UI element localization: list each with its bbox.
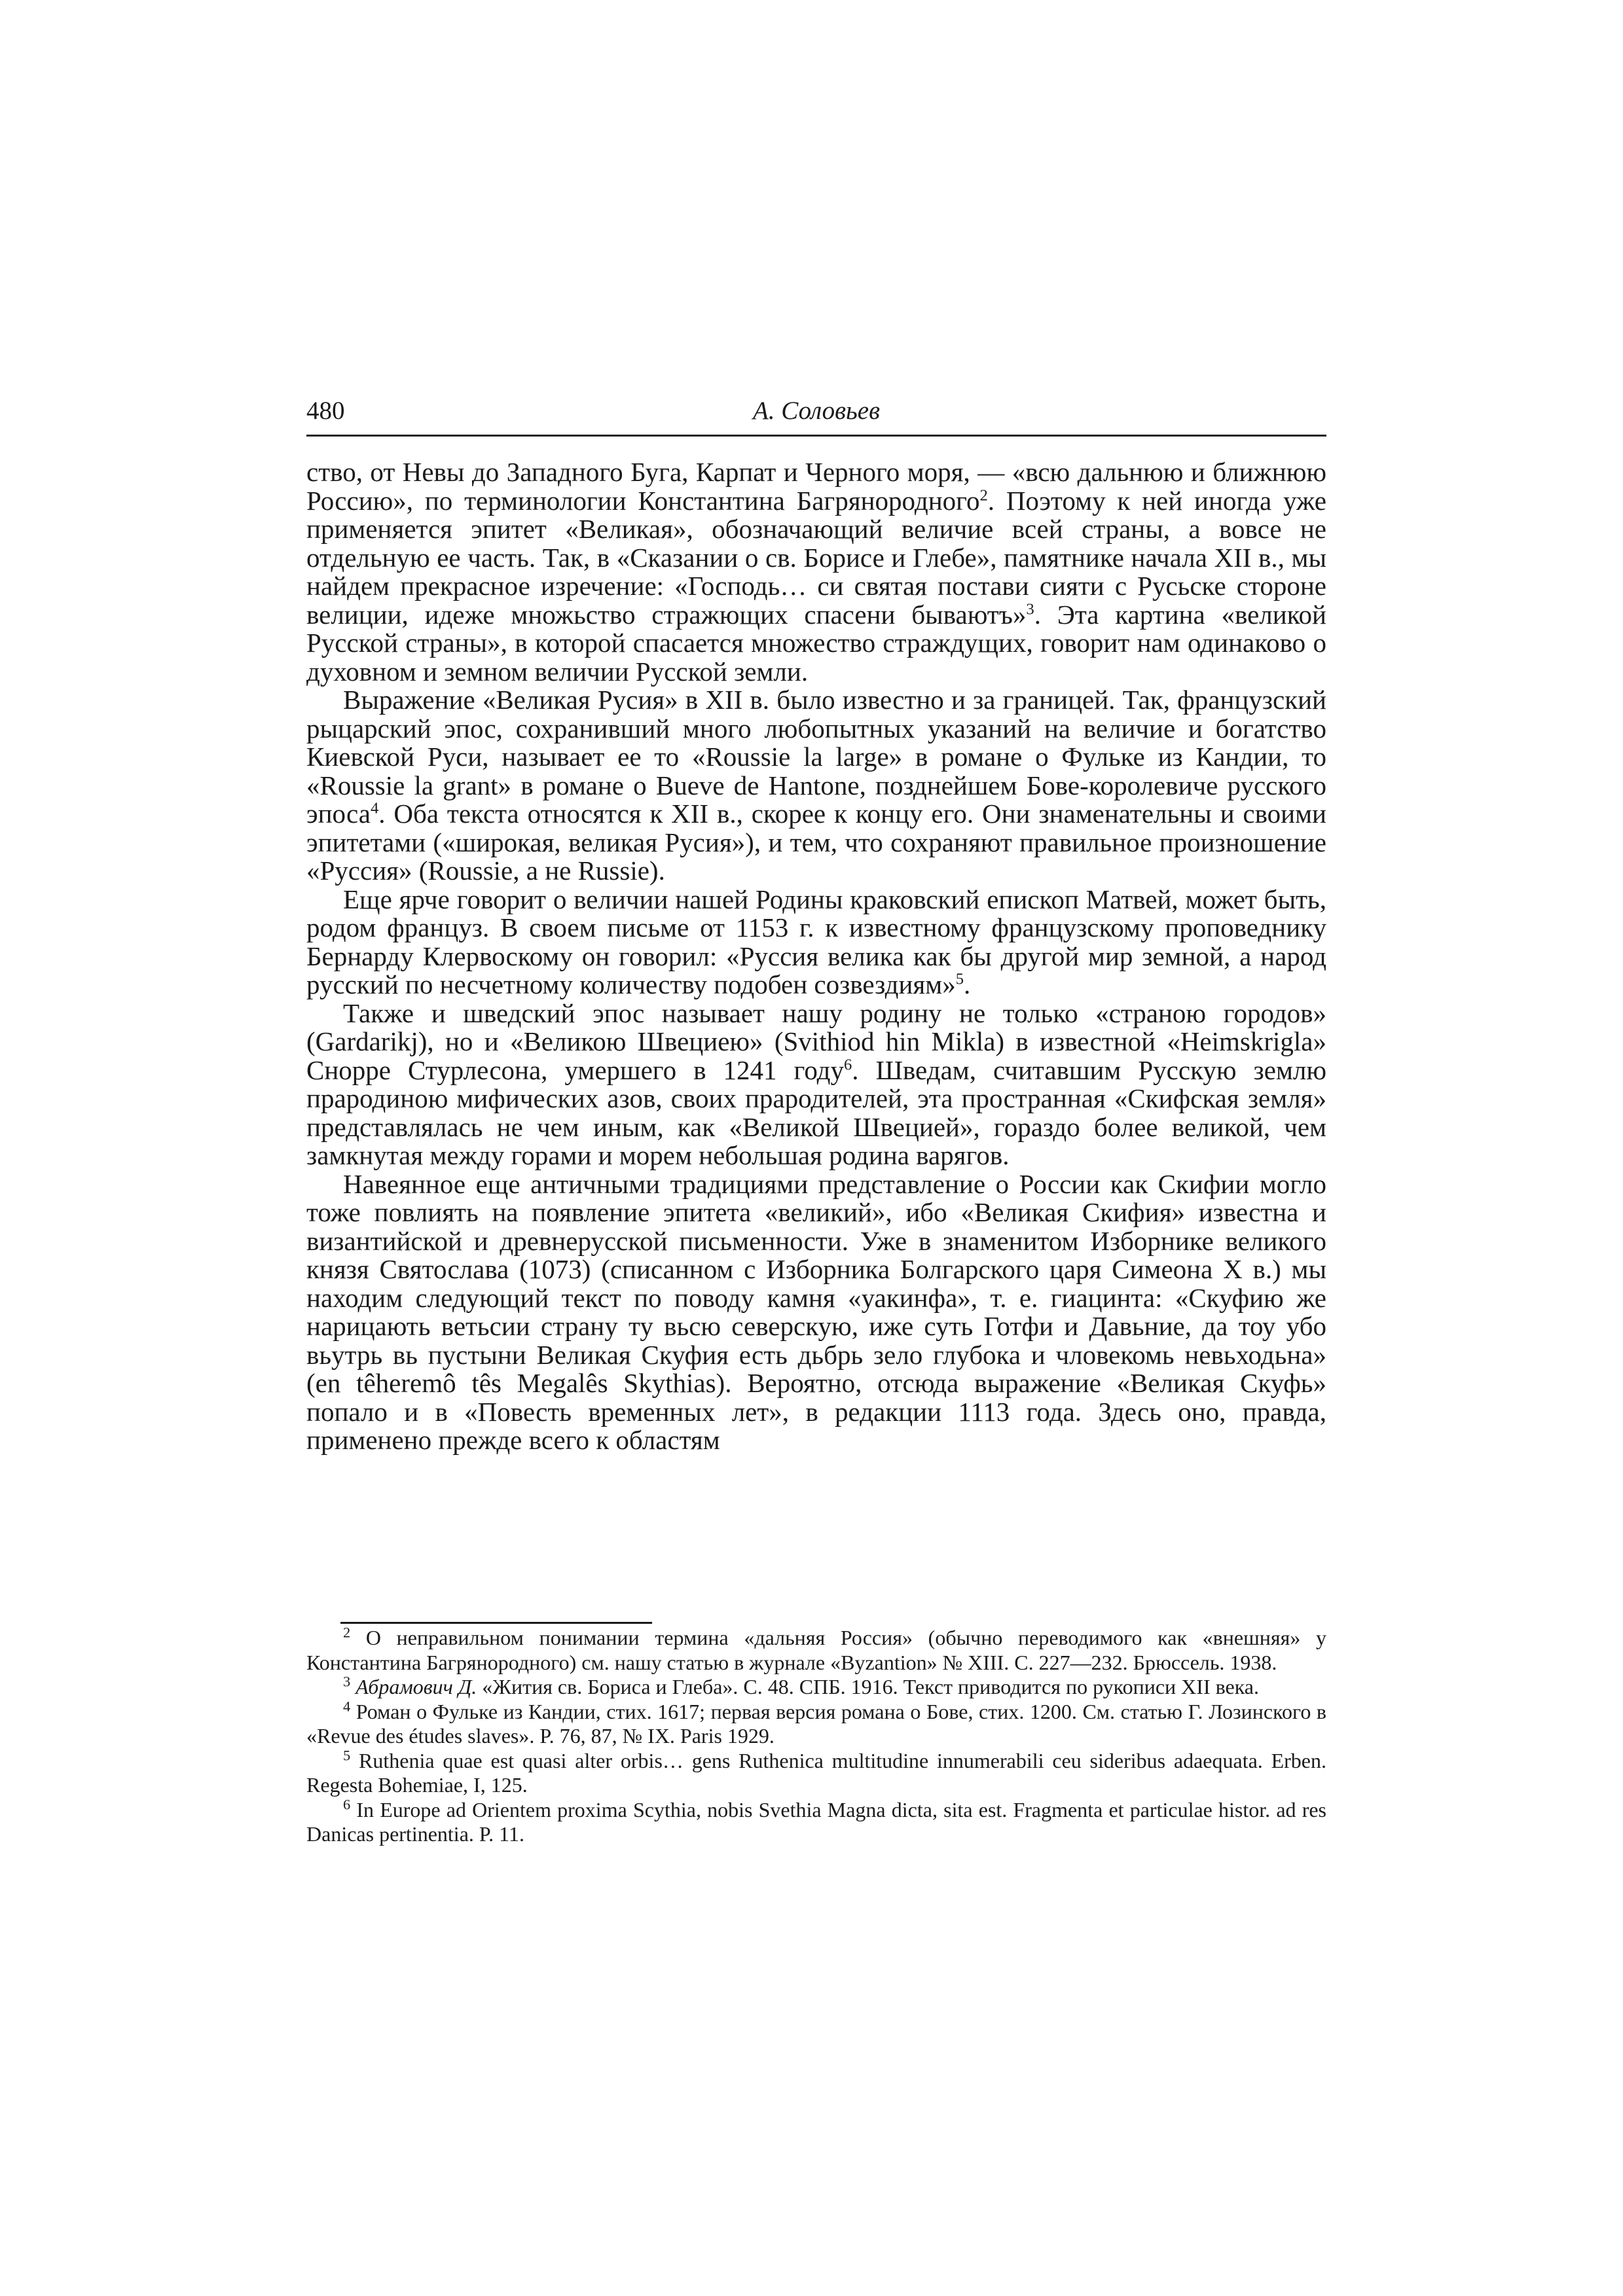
footnote-ref-2[interactable]: 2 bbox=[979, 486, 988, 504]
footnote-4 bbox=[306, 1697, 1327, 1749]
paragraph-text: Выражение «Великая Русия» в XII в. было известно и за границей. Так, французский рыцарский эпос, сохранивший много любопытных указаний на величие и богатство Киевской Руси, называет ее то «Roussie la large» в романе о Фульке из Кандии, то «Roussie la grant» в романе о Bueve de Hantone, позднейшем Бове-королевиче русского эпоса bbox=[306, 685, 1326, 829]
paragraph-5 bbox=[306, 1170, 1326, 1455]
footnote-3 bbox=[306, 1675, 1326, 1700]
footnote-number: 5 bbox=[343, 1746, 351, 1763]
footnote-ref-4[interactable]: 4 bbox=[370, 799, 379, 817]
footnote-ref-6[interactable]: 6 bbox=[844, 1055, 852, 1073]
page-header bbox=[306, 393, 1326, 437]
paragraph-text: . Оба текста относятся к XII в., скорее к концу его. Они знаменательны и своими эпитетами («широкая, великая Русия»), и тем, что сохраняют правильное произношение «Руссия» (Roussie, а не Russie). bbox=[306, 798, 1326, 886]
paragraph-text: . Эта картина «великой Русской страны», в которой спасается множество страждущих, говорит нам одинаково о духовном и земном величии Русской земли. bbox=[306, 599, 1326, 687]
footnote-number: 6 bbox=[343, 1795, 351, 1812]
footnote-ref-5[interactable]: 5 bbox=[955, 970, 964, 988]
footnote-number: 4 bbox=[343, 1697, 351, 1714]
paragraph-text: . bbox=[963, 969, 971, 999]
footnote-author: Абрамович Д. bbox=[356, 1675, 477, 1698]
body-text bbox=[306, 458, 1326, 1455]
paragraph-3 bbox=[306, 886, 1326, 999]
paragraph-text: . Шведам, считавшим Русскую землю прародиною мифических азов, своих прародителей, эта пространная «Скифская земля» представлялась не чем иным, как «Великой Швецией», гораздо более великой, чем замкнутая между горами и морем небольшая родина варягов. bbox=[306, 1054, 1326, 1170]
footnote-ref-3[interactable]: 3 bbox=[1026, 600, 1034, 618]
page-number: 480 bbox=[306, 397, 345, 425]
paragraph-4 bbox=[306, 999, 1326, 1170]
footnote-5 bbox=[306, 1746, 1327, 1798]
footnote-number: 2 bbox=[343, 1624, 351, 1641]
footnotes bbox=[306, 1626, 1326, 1847]
footnote-text: О неправильном понимании термина «дальняя Россия» (обычно переводимого как «внешняя» у Константина Багрянородного) см. нашу статью в журнале «Byzantion» № XIII. С. 227—232. Брюссель. 1938. bbox=[306, 1626, 1327, 1674]
footnote-text: In Europe ad Orientem proxima Scythia, nobis Svethia Magna dicta, sita est. Fragmenta et particulae histor. ad res Danicas pertinentia. P. 11. bbox=[306, 1797, 1327, 1846]
footnote-separator bbox=[340, 1622, 652, 1624]
footnote-text: Ruthenia quae est quasi alter orbis… gens Ruthenica multitudine innumerabili ceu sideribus adaequata. Erben. Regesta Bohemiae, I, 125. bbox=[306, 1748, 1327, 1797]
footnote-2 bbox=[306, 1626, 1326, 1675]
footnote-number: 3 bbox=[343, 1673, 351, 1690]
paragraph-text: . Поэтому к ней иногда уже применяется эпитет «Великая», обозначающий величие всей страны, а вовсе не отдельную ее часть. Так, в «Сказании о св. Борисе и Глебе», памятнике начала XII в., мы найдем прекрасное изречение: «Господь… си святая постави сияти с Русьске стороне велиции, идеже множьство стражющих спасени бываютъ» bbox=[306, 485, 1326, 630]
running-head-author: А. Соловьев bbox=[752, 397, 881, 425]
paragraph-text: Также и шведский эпос называет нашу родину не только «страною городов» (Gardarikj), но и «Великою Швециею» (Svithiod hin Mikla) в известной «Heimskrigla» Снорре Стурлесона, умершего в 1241 году bbox=[306, 997, 1326, 1085]
paragraph-text: Навеянное еще античными традициями представление о России как Скифии могло тоже повлиять на появление эпитета «великий», ибо «Великая Скифия» известна и византийской и древнерусской письменности. Уже в знаменитом Изборнике великого князя Святослава (1073) (списанном с Изборника Болгарского царя Симеона X в.) мы находим следующий текст по поводу камня «уакинфа», т. е. гиацинта: «Скуфию же нарицають ветьсии страну ту вьсю северскую, иже суть Готфи и Давьние, да тоу убо вьутрь вь пустыни Великая Скуфия есть дьбрь зело глубока и чловекомь невьходьна» (en têheremô tês Megalês Skythias). Вероятно, отсюда выражение «Великая Скуфь» попало и в «Повесть временных лет», в редакции 1113 года. Здесь оно, правда, применено прежде всего к областям bbox=[306, 1168, 1326, 1455]
footnote-text: «Жития св. Бориса и Глеба». С. 48. СПБ. 1916. Текст приводится по рукописи XII века. bbox=[477, 1675, 1259, 1698]
footnote-text: Роман о Фульке из Кандии, стих. 1617; первая версия романа о Бове, стих. 1200. См. статью Г. Лозинского в «Revue des études slaves». P. 76, 87, № IX. Paris 1929. bbox=[306, 1699, 1327, 1748]
footnote-6 bbox=[306, 1795, 1327, 1847]
paragraph-text: ство, от Невы до Западного Буга, Карпат и Черного моря, — «всю дальнюю и ближнюю Россию», по терминологии Константина Багрянородного bbox=[306, 457, 1326, 516]
paragraph-text: Еще ярче говорит о величии нашей Родины краковский епископ Матвей, может быть, родом француз. В своем письме от 1153 г. к известному французскому проповеднику Бернарду Клервоскому он говорил: «Руссия велика как бы другой мир земной, а народ русский по несчетному количеству подобен созвездиям» bbox=[306, 884, 1326, 999]
paragraph-2 bbox=[306, 686, 1326, 886]
paragraph-1 bbox=[306, 458, 1326, 686]
